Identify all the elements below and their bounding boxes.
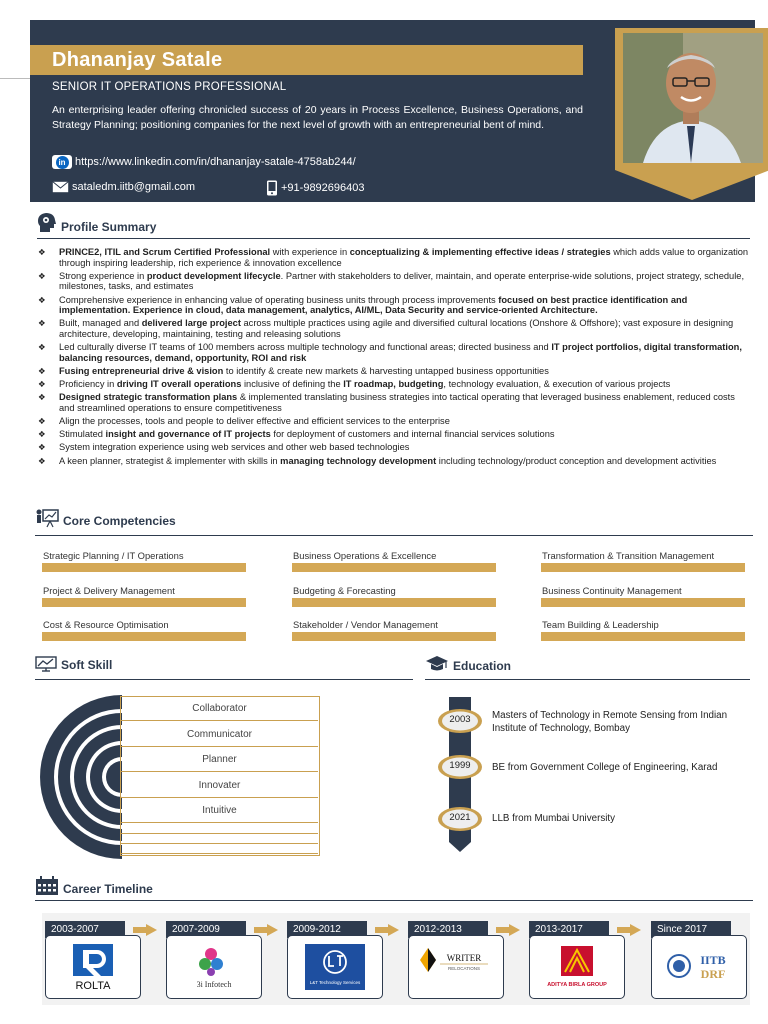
soft-skill-empty-row: [121, 844, 318, 854]
competency-label: Project & Delivery Management: [43, 585, 175, 596]
iitb-drf-logo: [659, 942, 739, 992]
competency-label: Transformation & Transition Management: [542, 550, 715, 561]
competency-bar: [292, 598, 496, 607]
competency-label: Stakeholder / Vendor Management: [293, 619, 438, 630]
competency-bar: [541, 598, 745, 607]
profile-photo: [615, 28, 768, 213]
body-text: Align the processes, tools and people to deliver effective and efficient services to the enterprise: [59, 416, 450, 427]
competency-label: Team Building & Leadership: [542, 619, 659, 630]
body-text: & implemented translating business strategies into tactical operating that leveraged business enablement, reduced costs and streamlined operations to ensure competitiveness: [59, 392, 735, 413]
svg-text:DRF: DRF: [700, 967, 726, 981]
education-degree: Masters of Technology in Remote Sensing from Indian Institute of Technology, Bombay: [492, 710, 728, 734]
competency-label: Cost & Resource Optimisation: [43, 619, 169, 630]
body-text: including technology/product conception and development activities: [436, 455, 717, 466]
education-degree: LLB from Mumbai University: [492, 813, 616, 824]
header-guide-line-left: [0, 78, 30, 79]
mobile-phone-icon: [266, 180, 278, 196]
svg-text:3i Infotech: 3i Infotech: [196, 980, 232, 989]
education-year: 2003: [449, 714, 471, 725]
career-arrow-icon: [630, 924, 641, 936]
career-period: 2013-2017: [529, 921, 609, 938]
writer-relocations-logo: [416, 942, 496, 992]
emphasis-text: focused on best practice identification and implementation. Experience in cloud, data management, analytics, AI/ML, Data Security and service-oriented Architecture.: [59, 294, 688, 316]
body-text: across multiple practices using agile and diversified cultural locations (Onshore & Offshore); vast exposure in designing architecture, developing, maintaining, testing and releasing solutions: [59, 318, 734, 339]
svg-text:IITB: IITB: [700, 953, 726, 967]
svg-text:WRITER: WRITER: [446, 953, 482, 963]
emphasis-text: conceptualizing & implementing effective ideas / strategies: [349, 247, 611, 257]
lt-technology-logo: [299, 942, 371, 992]
profile-summary-item: [38, 442, 750, 453]
skills-chart-icon: [35, 656, 57, 672]
career-period: 2009-2012: [287, 921, 367, 938]
email-contact: [52, 181, 195, 193]
profile-summary-item: [38, 342, 750, 363]
profile-summary-item: [38, 379, 750, 390]
core-competencies-rule: [35, 535, 753, 536]
soft-skill-heading: Soft Skill: [35, 656, 112, 672]
svg-text:ADITYA BIRLA GROUP: ADITYA BIRLA GROUP: [547, 982, 607, 988]
candidate-role: SENIOR IT OPERATIONS PROFESSIONAL: [52, 81, 287, 93]
body-text: , technology evaluation, & execution of various projects: [443, 379, 671, 390]
profile-summary-item: [38, 318, 750, 339]
competency-label: Budgeting & Forecasting: [293, 585, 396, 596]
emphasis-text: PRINCE2, ITIL and Scrum Certified Professional: [59, 247, 271, 257]
body-text: which adds value to organization through inspiring leadership, rich experience & innovation excellence: [59, 247, 749, 268]
body-text: Built, managed and: [59, 318, 142, 329]
competency-bar: [42, 563, 246, 572]
profile-summary-item: [38, 456, 750, 467]
career-arrow-tail: [617, 927, 631, 933]
soft-skill-empty-row: [121, 834, 318, 844]
email-link[interactable]: sataledm.iitb@gmail.com: [72, 181, 196, 193]
body-text: to identify & create new markets & harvesting untapped business opportunities: [223, 365, 549, 376]
profile-summary-item: [38, 271, 750, 292]
soft-skill-item: Planner: [121, 748, 318, 772]
body-text: for deployment of customers and internal financial services solutions: [270, 429, 555, 440]
competency-bar: [292, 563, 496, 572]
graduation-cap-icon: [425, 655, 449, 673]
profile-summary-list: [38, 247, 750, 469]
phone-contact: [266, 180, 365, 196]
career-arrow-tail: [496, 927, 510, 933]
career-period: 2012-2013: [408, 921, 488, 938]
linkedin-link[interactable]: https://www.linkedin.com/in/dhananjay-satale-4758ab244/: [75, 156, 356, 168]
competency-label: Strategic Planning / IT Operations: [43, 550, 184, 561]
body-text: Stimulated: [59, 429, 106, 440]
soft-skill-item: Communicator: [121, 723, 318, 747]
soft-skill-table: [120, 696, 320, 856]
calendar-icon: [35, 876, 59, 896]
body-text: inclusive of defining the: [241, 379, 344, 390]
header-summary: An enterprising leader offering chronicled success of 20 years in Process Excellence, Business Operations, and Strategy Planning; positioning companies for the next level of growth with an entrepreneurial bent of mind.: [52, 104, 583, 131]
career-period: 2007-2009: [166, 921, 246, 938]
career-company-card: [45, 935, 141, 999]
emphasis-text: Designed strategic transformation plans: [59, 392, 238, 403]
education-heading: Education: [425, 655, 511, 673]
emphasis-text: insight and governance of IT projects: [105, 429, 271, 440]
emphasis-text: delivered large project: [141, 318, 241, 329]
career-period: Since 2017: [651, 921, 731, 938]
career-company-card: [651, 935, 747, 999]
competency-label: Business Operations & Excellence: [293, 550, 437, 561]
profile-summary-item: [38, 429, 750, 440]
linkedin-icon: in: [52, 155, 72, 169]
competency-label: Business Continuity Management: [542, 585, 682, 596]
body-text: . Partner with stakeholders to deliver, maintain, and operate enterprise-wide solutions, project strategy, schedule, milestones, tasks, and estimates: [59, 270, 745, 292]
emphasis-text: Fusing entrepreneurial drive & vision: [59, 365, 224, 376]
career-company-card: [166, 935, 262, 999]
profile-summary-heading: Profile Summary: [37, 212, 156, 234]
career-arrow-icon: [388, 924, 399, 936]
resume-header: [30, 20, 755, 202]
aditya-birla-logo: [537, 942, 617, 992]
soft-skill-semicircles: [38, 695, 128, 860]
competency-bar: [42, 598, 246, 607]
rolta-logo: [57, 942, 129, 992]
profile-summary-item: [38, 416, 750, 427]
3i-infotech-logo: [178, 942, 250, 992]
emphasis-text: managing technology development: [280, 455, 437, 466]
profile-summary-item: [38, 366, 750, 377]
profile-summary-item: [38, 247, 750, 268]
career-timeline-rule: [35, 900, 753, 901]
competency-bar: [292, 632, 496, 641]
phone-number: +91-9892696403: [281, 182, 365, 194]
svg-text:RELOCATIONS: RELOCATIONS: [448, 966, 480, 971]
core-competencies-heading: Core Competencies: [35, 508, 176, 528]
emphasis-text: IT project portfolios, digital transformation, balancing resources, demand, opportunity, ROI and risk: [59, 342, 742, 363]
svg-text:L&T Technology Services: L&T Technology Services: [309, 980, 361, 985]
competency-bar: [541, 632, 745, 641]
body-text: Proficiency in: [59, 379, 117, 390]
body-text: Strong experience in: [59, 270, 147, 281]
profile-summary-item: [38, 392, 750, 413]
career-arrow-icon: [509, 924, 520, 936]
career-arrow-tail: [133, 927, 147, 933]
career-company-card: [408, 935, 504, 999]
education-year: 1999: [449, 760, 471, 771]
soft-skill-empty-row: [121, 824, 318, 834]
soft-skill-item: Innovater: [121, 774, 318, 798]
soft-skill-item: Collaborator: [121, 697, 318, 721]
career-arrow-tail: [375, 927, 389, 933]
body-text: A keen planner, strategist & implementer with skills in: [59, 455, 281, 466]
profile-summary-item: [38, 295, 750, 316]
profile-summary-rule: [37, 238, 750, 239]
career-timeline-heading: Career Timeline: [35, 876, 153, 896]
career-period: 2003-2007: [45, 921, 125, 938]
education-rule: [425, 679, 750, 680]
career-company-card: [529, 935, 625, 999]
education-degree: BE from Government College of Engineering, Karad: [492, 762, 718, 773]
competency-bar: [541, 563, 745, 572]
emphasis-text: IT roadmap, budgeting: [343, 379, 444, 390]
soft-skill-item: Intuitive: [121, 799, 318, 823]
svg-text:ROLTA: ROLTA: [75, 980, 111, 992]
career-arrow-tail: [254, 927, 268, 933]
career-arrow-icon: [267, 924, 278, 936]
soft-skill-rule: [35, 679, 413, 680]
head-gears-icon: [37, 212, 57, 234]
career-arrow-icon: [146, 924, 157, 936]
education-year: 2021: [449, 812, 471, 823]
body-text: Led culturally diverse IT teams of 100 members across multiple technology and functional areas; directed business and: [59, 342, 552, 353]
career-company-card: [287, 935, 383, 999]
body-text: Comprehensive experience in enhancing value of operating business units through process improvements: [59, 294, 499, 305]
presentation-board-icon: [35, 508, 59, 528]
email-icon: [52, 181, 69, 193]
body-text: System integration experience using web services and other web based technologies: [59, 442, 410, 453]
competency-bar: [42, 632, 246, 641]
body-text: with experience in: [270, 247, 350, 257]
emphasis-text: driving IT overall operations: [116, 379, 242, 390]
emphasis-text: product development lifecycle: [146, 270, 281, 281]
candidate-name: Dhananjay Satale: [52, 49, 223, 71]
linkedin-contact: [52, 155, 356, 169]
